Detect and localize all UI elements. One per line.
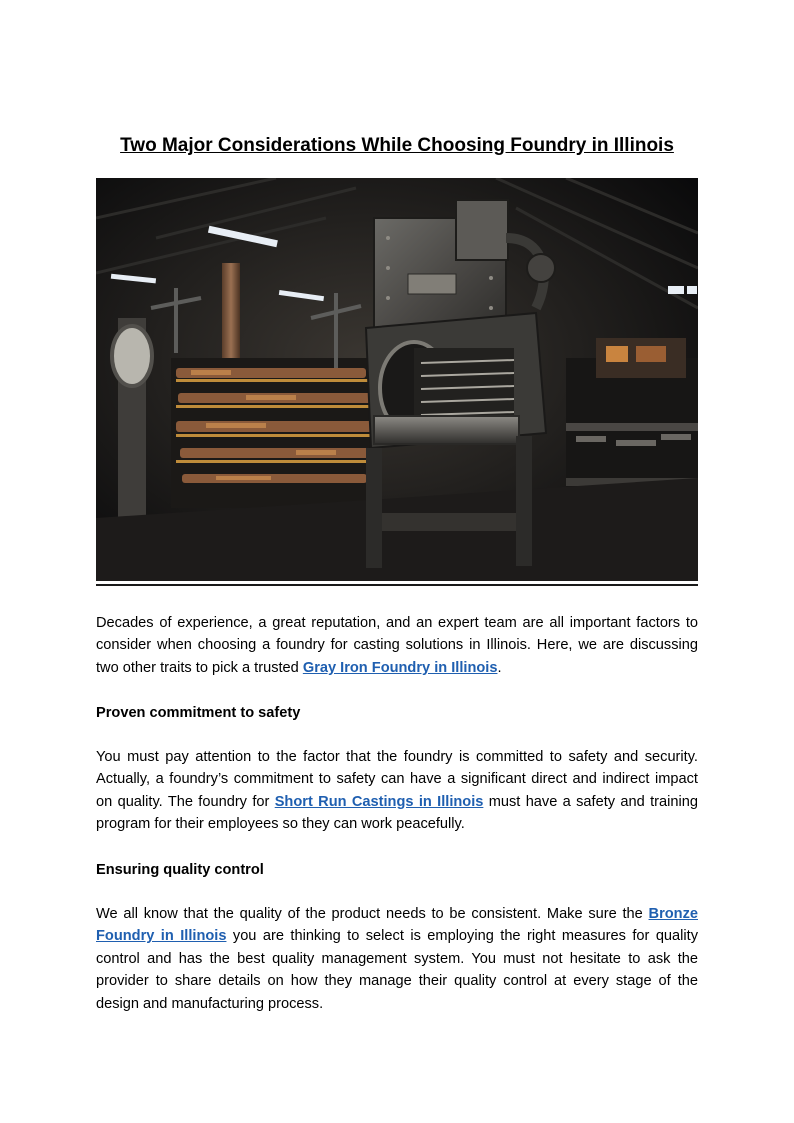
safety-heading: Proven commitment to safety	[96, 705, 301, 721]
bronze-foundry-link[interactable]: Bronze Foundry in Illinois	[96, 906, 698, 945]
page-title: Two Major Considerations While Choosing Foundry in Illinois	[120, 134, 674, 156]
foundry-machine-photo	[96, 178, 698, 581]
intro-text-end: .	[497, 659, 502, 676]
safety-text-end: must have a safety and training program for their employees so they can work peacefully.	[96, 793, 698, 833]
quality-paragraph	[96, 903, 698, 1015]
intro-text: Decades of experience, a great reputation, and an expert team are all important factors to consider when choosing a foundry for casting solutions in Illinois. Here, we are discussing two other traits to pick a trusted	[96, 615, 698, 676]
gray-iron-foundry-link[interactable]: Gray Iron Foundry in Illinois	[302, 659, 498, 676]
safety-text: You must pay attention to the factor that the foundry is committed to safety and security. Actually, a foundry’s commitment to safety can have a significant direct and indirect impact on quality. The foundry for	[96, 749, 698, 810]
safety-paragraph	[96, 746, 698, 836]
quality-text: We all know that the quality of the product needs to be consistent. Make sure the	[96, 906, 649, 922]
quality-heading: Ensuring quality control	[96, 862, 264, 878]
image-divider	[96, 584, 698, 586]
intro-paragraph	[96, 612, 698, 679]
quality-text-end: you are thinking to select is employing the right measures for quality control and has the best quality management system. You must not hesitate to ask the provider to share details on how they manage their quality control at every stage of the design and manufacturing process.	[96, 928, 699, 1012]
short-run-castings-link[interactable]: Short Run Castings in Illinois	[274, 793, 484, 810]
